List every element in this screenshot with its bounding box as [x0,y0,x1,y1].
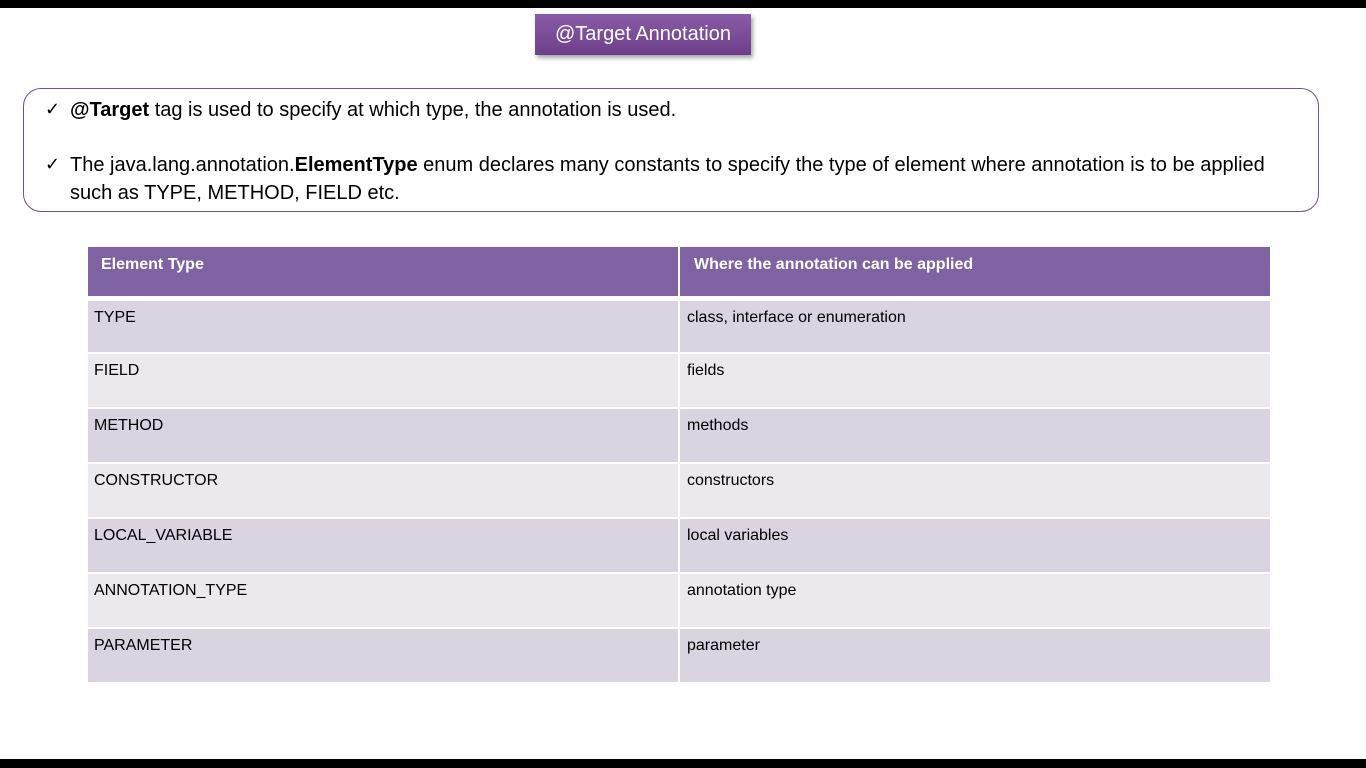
table-row [88,353,1270,408]
bullet-1-bold: @Target [70,99,150,121]
bullet-2-prefix: The java.lang.annotation. [70,154,295,176]
bullet-item-1 [45,96,1270,124]
cell-where-applied: methods [679,408,1270,463]
header-where-applied: Where the annotation can be applied [679,247,1270,298]
cell-element-type: METHOD [88,408,679,463]
bullet-1-rest: tag is used to specify at which type, the annotation is used. [149,99,677,121]
table-row [88,408,1270,463]
cell-where-applied: fields [679,353,1270,408]
table-row [88,298,1270,353]
top-border [0,0,1366,8]
cell-element-type: ANNOTATION_TYPE [88,573,679,628]
bottom-border [0,759,1366,768]
bullet-text-2 [70,151,1270,207]
table-row [88,628,1270,683]
bullet-panel [23,88,1319,212]
cell-where-applied: annotation type [679,573,1270,628]
checkmark-icon: ✓ [45,99,61,120]
cell-element-type: TYPE [88,298,679,353]
checkmark-icon: ✓ [45,154,61,175]
table-row [88,573,1270,628]
header-element-type: Element Type [88,247,679,298]
element-type-table [88,247,1270,684]
cell-element-type: PARAMETER [88,628,679,683]
cell-where-applied: local variables [679,518,1270,573]
cell-element-type: CONSTRUCTOR [88,463,679,518]
cell-where-applied: constructors [679,463,1270,518]
bullet-item-2 [45,151,1270,207]
slide-title: @Target Annotation [535,14,751,55]
bullet-text-1 [70,96,1270,124]
bullet-2-bold: ElementType [294,154,418,176]
table-row [88,518,1270,573]
cell-where-applied: parameter [679,628,1270,683]
cell-element-type: FIELD [88,353,679,408]
cell-element-type: LOCAL_VARIABLE [88,518,679,573]
cell-where-applied: class, interface or enumeration [679,298,1270,353]
table-header-row [88,247,1270,298]
table-row [88,463,1270,518]
bullet-2-rest: enum declares many constants to specify the type of element where annotation is to be applied such as TYPE, METHOD, FIELD etc. [70,154,1265,204]
